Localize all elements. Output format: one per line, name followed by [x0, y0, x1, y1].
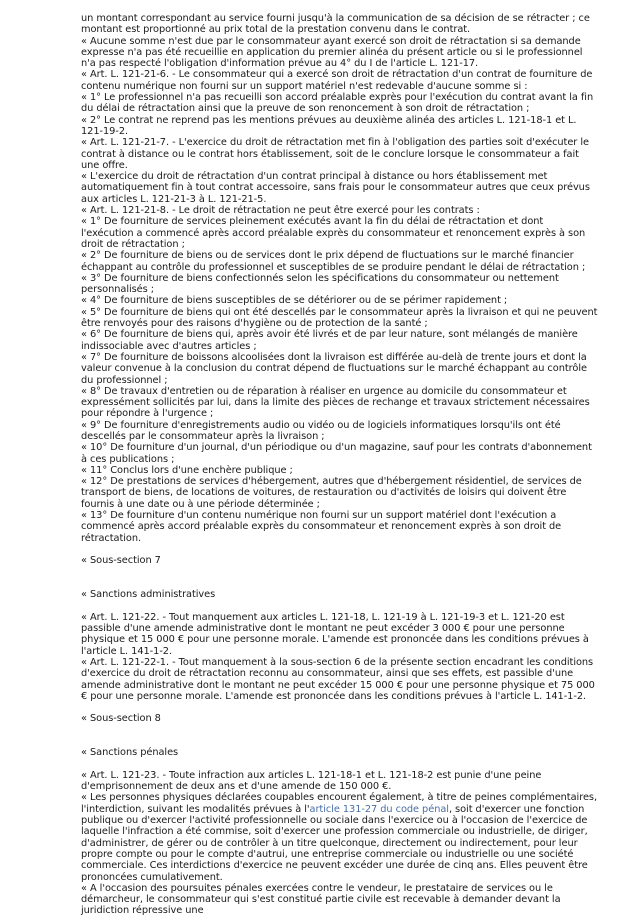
article-121-21-7: « Art. L. 121-21-7. - L'exercice du droit de rétractation met fin à l'obligation des parties soit d'exécuter le contrat à distance ou le contrat hors établissement, soit de le conclure lorsque le consommateur a fait une offre. — [81, 137, 589, 171]
subsection-heading: « Sous-section 8 — [81, 713, 161, 725]
list-item: « 8° De travaux d'entretien ou de réparation à réaliser en urgence au domicile du consommateur et expressément sollicités par lui, dans la limite des pièces de rechange et travaux strictement nécessaires pour répondre à l'urgence ; — [81, 385, 590, 420]
list-item: « 7° De fourniture de boissons alcoolisées dont la livraison est différée au-delà de trente jours et dont la valeur convenue à la conclusion du contrat dépend de fluctuations sur le marché échappant au contrôle du professionnel ; — [81, 351, 587, 386]
article-121-21-6: « Art. L. 121-21-6. - Le consommateur qui a exercé son droit de rétractation d'un contrat de fourniture de contenu numérique non fourni sur un support matériel n'est redevable d'aucune somme si : — [81, 69, 593, 92]
article-121-22: « Art. L. 121-22. - Tout manquement aux articles L. 121-18, L. 121-19 à L. 121-19-3 et L. 121-20 est passible d'une amende administrative dont le montant ne peut excéder 3 000 € pour une personne physique et 15 000 € pour une personne morale. L'amende est prononcée dans les conditions prévues à l'article L. 141-1-2. — [81, 611, 589, 657]
article-121-21-8: « Art. L. 121-21-8. - Le droit de rétractation ne peut être exercé pour les contrats : — [81, 205, 480, 217]
subsection-heading: « Sous-section 7 — [81, 555, 161, 567]
paragraph-text: , soit d'exercer une fonction publique ou d'exercer l'activité professionnelle ou sociale dans l'exercice ou à l'occasion de l'exercice de laquelle l'infraction a été commise, soit d'exercer une profession commerciale ou industrielle, de diriger, d'administrer, de gérer ou de contrôler à un titre quelconque, directement ou indirectement, pour leur propre compte ou pour le compte d'autrui, une entreprise commerciale ou industrielle ou une société commerciale. Ces interdictions d'exercice ne peuvent excéder une durée de cinq ans. Elles peuvent être prononcées cumulativement. — [81, 803, 588, 883]
paragraph: « 1° Le professionnel n'a pas recueilli son accord préalable exprès pour l'exécution du contrat avant la fin du délai de rétractation ainsi que la preuve de son renoncement à son droit de rétractation ; — [81, 92, 594, 115]
code-penal-article-link[interactable]: article 131-27 du code pénal — [309, 803, 449, 815]
list-item: « 3° De fourniture de biens confectionnés selon les spécifications du consommateur ou nettement personnalisés ; — [81, 272, 559, 296]
paragraph: « Aucune somme n'est due par le consommateur ayant exercé son droit de rétractation si sa demande expresse n'a pas été recueillie en application du premier alinéa du présent article ou si le professionnel n'a pas respecté l'obligation d'information prévue au 4° du I de l'article L. 121-17. — [81, 35, 583, 70]
list-item: « 6° De fourniture de biens qui, après avoir été livrés et de par leur nature, sont mélangés de manière indissociable avec d'autres articles ; — [81, 329, 578, 352]
list-item: « 9° De fourniture d'enregistrements audio ou vidéo ou de logiciels informatiques lorsqu'ils ont été descellés par le consommateur après la livraison ; — [81, 419, 561, 442]
list-item: « 11° Conclus lors d'une enchère publique ; — [81, 464, 293, 476]
paragraph: « L'exercice du droit de rétractation d'un contrat principal à distance ou hors établissement met automatiquement fin à tout contrat accessoire, sans frais pour le consommateur autres que ceux prévus aux articles L. 121-21-3 à L. 121-21-5. — [81, 171, 590, 205]
paragraph-text: « Les personnes physiques déclarées coupables encourent également, à titre de peines complémentaires, l'interdiction, suivant les modalités prévues à l' — [81, 792, 598, 815]
section-title: « Sanctions pénales — [81, 747, 179, 759]
article-121-22-1: « Art. L. 121-22-1. - Tout manquement à la sous-section 6 de la présente section encadrant les conditions d'exercice du droit de rétractation reconnu au consommateur, ainsi que ses effets, est passible d'une amende administrative dont le montant ne peut excéder 15 000 € pour une personne physique et 75 000 € pour une personne morale. L'amende est prononcée dans les conditions prévues à l'article L. 141-1-2. — [81, 656, 595, 702]
paragraph — [81, 792, 598, 882]
paragraph: un montant correspondant au service fourni jusqu'à la communication de sa décision de se rétracter ; ce montant est proportionné au prix total de la prestation convenu dans le contrat. — [81, 13, 590, 36]
paragraph: « 2° Le contrat ne reprend pas les mentions prévues au deuxième alinéa des articles L. 121-18-1 et L. 121-19-2. — [81, 114, 577, 137]
list-item: « 10° De fourniture d'un journal, d'un périodique ou d'un magazine, sauf pour les contrats d'abonnement à ces publications ; — [81, 442, 592, 465]
list-item: « 5° De fourniture de biens qui ont été descellés par le consommateur après la livraison et qui ne peuvent être renvoyés pour des raisons d'hygiène ou de protection de la santé ; — [81, 306, 598, 330]
list-item: « 4° De fourniture de biens susceptibles de se détériorer ou de se périmer rapidement ; — [81, 295, 508, 307]
list-item: « 13° De fourniture d'un contenu numérique non fourni sur un support matériel dont l'exécution a commencé après accord préalable exprès du consommateur et renoncement exprès à son droit de rétractation. — [81, 510, 562, 544]
list-item: « 1° De fourniture de services pleinement exécutés avant la fin du délai de rétractation et dont l'exécution a commencé après accord préalable exprès du consommateur et renoncement exprès à son droit de rétractation ; — [81, 216, 586, 250]
list-item: « 2° De fourniture de biens ou de services dont le prix dépend de fluctuations sur le marché financier échappant au contrôle du professionnel et susceptibles de se produire pendant le délai de rétractation ; — [81, 250, 586, 273]
list-item: « 12° De prestations de services d'hébergement, autres que d'hébergement résidentiel, de services de transport de biens, de locations de voitures, de restauration ou d'activités de loisirs qui doivent être fournis à une date ou à une période déterminée ; — [81, 476, 582, 510]
article-121-23: « Art. L. 121-23. - Toute infraction aux articles L. 121-18-1 et L. 121-18-2 est punie d'une peine d'emprisonnement de deux ans et d'une amende de 150 000 €. — [81, 769, 542, 793]
paragraph: « A l'occasion des poursuites pénales exercées contre le vendeur, le prestataire de services ou le démarcheur, le consommateur qui s'est constitué partie civile est recevable à demander devant la juridiction répressive une — [81, 882, 561, 917]
section-title: « Sanctions administratives — [81, 589, 216, 601]
